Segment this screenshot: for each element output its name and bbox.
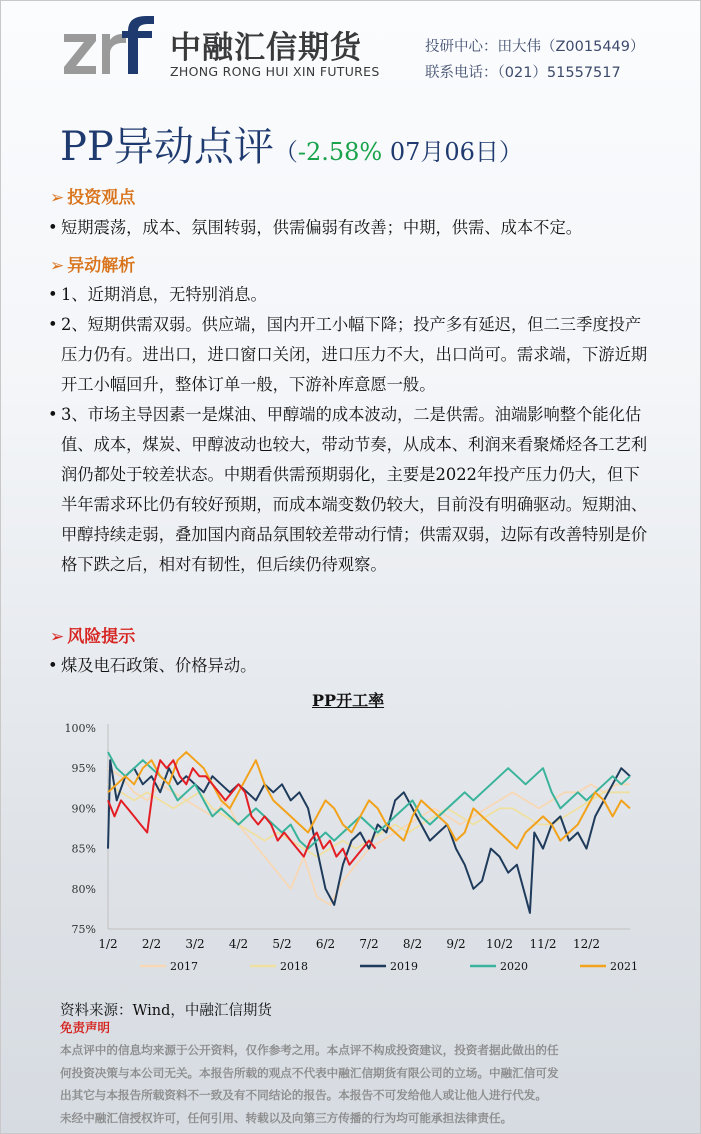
y-tick-label: 75% (71, 923, 96, 936)
list-item: • 煤及电石政策、价格异动。 (48, 651, 653, 681)
section-heading-risk: ➢ 风险提示 (50, 627, 136, 647)
price-change-percent: -2.58% (297, 138, 383, 166)
x-tick-label: 7/2 (359, 937, 379, 951)
x-tick-label: 9/2 (446, 937, 466, 951)
bullet-icon: • (48, 285, 58, 304)
disclaimer-heading: 免责声明 (60, 1020, 111, 1035)
title-date: 07月06日） (382, 138, 523, 166)
contact-researcher: 投研中心：田大伟（Z0015449） (425, 39, 645, 55)
legend-label-2019: 2019 (390, 960, 418, 973)
title-paren: （ (273, 138, 298, 166)
pp-operating-rate-chart (60, 686, 650, 986)
x-tick-label: 1/2 (98, 937, 118, 951)
x-tick-label: 12/2 (573, 937, 600, 951)
list-item: • 短期震荡，成本、氛围转弱，供需偏弱有改善；中期，供需、成本不定。 (48, 213, 653, 243)
x-tick-label: 8/2 (402, 937, 423, 951)
x-tick-label: 3/2 (185, 937, 205, 951)
x-tick-label: 4/2 (228, 937, 249, 951)
company-name-en: ZHONG RONG HUI XIN FUTURES (170, 64, 380, 79)
y-tick-label: 100% (64, 722, 96, 735)
list-item: • 3、市场主导因素一是煤油、甲醇端的成本波动，二是供需。油端影响整个能化估值、成本，煤炭、甲醇波动也较大，带动节奏，从成本、利润来看聚烯烃各工艺利润仍都处于较差状态。中期看供需预期弱化，主要是2022年投产压力仍大，但下半年需求环比仍有较好预期，而成本端变数仍较大，目前没有明确驱动。短期油、甲醇持续走弱，叠加国内商品氛围较差带动行情；供需双弱，边际有改善特别是价格下跌之后，相对有韧性，但后续仍待观察。 (48, 400, 653, 580)
bullet-icon: • (48, 405, 58, 424)
data-source: 资料来源：Wind，中融汇信期货 (60, 1003, 272, 1019)
chart-svg (60, 686, 650, 986)
title-main: PP异动点评 (60, 124, 274, 170)
x-tick-label: 11/2 (529, 937, 557, 951)
zrhx-logo-icon (62, 14, 158, 78)
bullet-icon: • (48, 315, 58, 334)
legend-label-2017: 2017 (170, 960, 198, 973)
y-tick-label: 85% (71, 842, 96, 856)
list-item: • 1、近期消息，无特别消息。 (48, 280, 653, 310)
arrow-icon: ➢ (50, 256, 65, 276)
arrow-icon: ➢ (50, 188, 65, 208)
section-heading-analysis: ➢ 异动解析 (50, 256, 136, 276)
x-tick-label: 5/2 (272, 937, 292, 951)
y-tick-label: 95% (71, 762, 96, 776)
disclaimer-text (60, 1039, 640, 1129)
disclaimer-line: 本点评中的信息均来源于公开资料，仅作参考之用。本点评不构成投资建议，投资者据此做出的任 (60, 1043, 559, 1057)
x-tick-label: 10/2 (486, 937, 513, 951)
bullet-icon: • (48, 656, 58, 675)
section-heading-view: ➢ 投资观点 (50, 188, 136, 208)
arrow-icon: ➢ (50, 627, 65, 647)
y-tick-label: 90% (71, 802, 96, 816)
chart-title: PP开工率 (312, 691, 385, 710)
page-title (60, 115, 523, 172)
series-line-2017 (108, 768, 630, 905)
legend-label-2018: 2018 (280, 960, 308, 973)
disclaimer-line: 出其它与本报告所载资料不一致及有不同结论的报告。本报告不可发给他人或让他人进行代发。 (60, 1088, 547, 1102)
disclaimer-line: 何投资决策与本公司无关。本报告所载的观点不代表中融汇信期货有限公司的立场。中融汇信可发 (60, 1065, 559, 1080)
y-tick-label: 80% (71, 882, 96, 896)
x-tick-label: 2/2 (141, 937, 162, 951)
legend-label-2021: 2021 (610, 960, 638, 973)
list-item: • 2、短期供需双弱。供应端，国内开工小幅下降；投产多有延迟，但二三季度投产压力仍有。进出口，进口窗口关闭，进口压力不大，出口尚可。需求端，下游近期开工小幅回升，整体订单一般，下游补库意愿一般。 (48, 310, 653, 400)
disclaimer-line: 未经中融汇信授权许可，任何引用、转载以及向第三方传播的行为均可能承担法律责任。 (60, 1110, 513, 1125)
legend-label-2020: 2020 (500, 960, 528, 973)
x-tick-label: 6/2 (315, 937, 336, 951)
bullet-icon: • (48, 218, 58, 237)
contact-phone: 联系电话：（021）51557517 (425, 65, 621, 81)
company-name-cn: 中融汇信期货 (170, 30, 362, 66)
